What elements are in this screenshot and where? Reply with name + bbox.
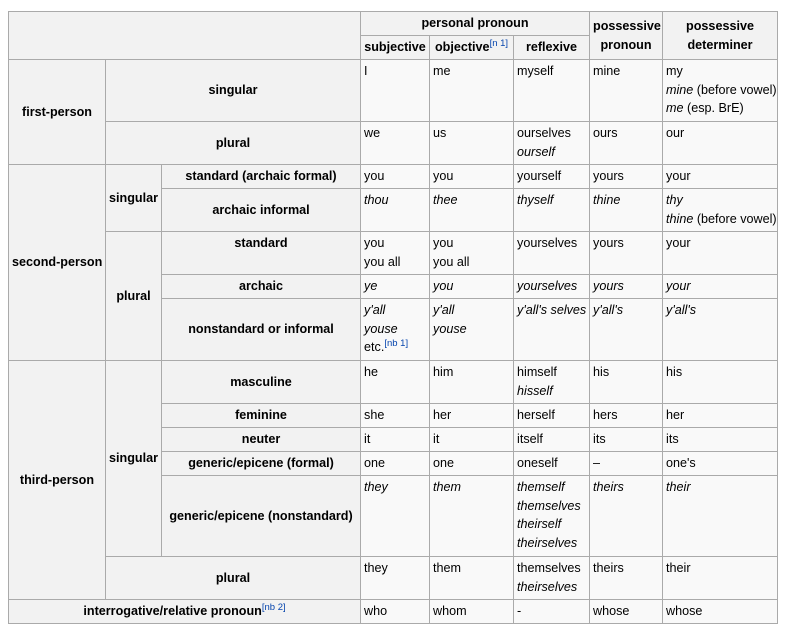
third-gn-subjective: they [361, 476, 430, 557]
third-gf-subjective: one [361, 452, 430, 476]
third-gn-reflexive [514, 476, 590, 557]
refl-hisself: hisself [517, 383, 553, 398]
first-singular-subjective: I [361, 60, 430, 122]
second-ps-subjective [361, 232, 430, 275]
interrog-reflexive: - [514, 600, 590, 624]
header-possessive-pronoun: possessive pronoun [590, 12, 663, 60]
row-second-plural-nonstandard: nonstandard or informal [162, 299, 361, 361]
first-plural-possessive: ours [590, 122, 663, 165]
second-ai-objective: thee [430, 189, 514, 232]
header-reflexive: reflexive [514, 36, 590, 60]
subj-yall: y'all [364, 303, 386, 317]
second-ps-objective [430, 232, 514, 275]
second-ps-determiner: your [663, 232, 778, 275]
row-third-generic-formal: generic/epicene (formal) [162, 452, 361, 476]
obj-yall: y'all [433, 303, 455, 317]
third-p-determiner: their [663, 557, 778, 600]
second-pa-subjective: ye [361, 275, 430, 299]
second-pn-determiner: y'all's [663, 299, 778, 361]
obj-you-all: you all [433, 254, 470, 269]
second-saf-subjective: you [361, 165, 430, 189]
third-m-reflexive [514, 361, 590, 404]
second-saf-reflexive: yourself [514, 165, 590, 189]
row-second-singular-label: singular [106, 165, 162, 232]
first-singular-reflexive: myself [514, 60, 590, 122]
header-personal-pronoun: personal pronoun [361, 12, 590, 36]
third-n-subjective: it [361, 428, 430, 452]
third-m-subjective: he [361, 361, 430, 404]
third-f-subjective: she [361, 404, 430, 428]
det-mine-line [666, 81, 777, 100]
third-f-possessive: hers [590, 404, 663, 428]
group-first-person: first-person [9, 60, 106, 165]
first-singular-possessive: mine [590, 60, 663, 122]
second-ps-reflexive: yourselves [514, 232, 590, 275]
third-n-reflexive: itself [514, 428, 590, 452]
refl-himself: himself [517, 365, 557, 379]
second-pn-subjective [361, 299, 430, 361]
first-plural-determiner: our [663, 122, 778, 165]
footnote-nb2-link[interactable]: [nb 2] [261, 602, 286, 614]
second-ai-subjective: thou [361, 189, 430, 232]
row-third-masculine: masculine [162, 361, 361, 404]
subj-youse: youse [364, 321, 398, 336]
row-second-standard-archaic-formal: standard (archaic formal) [162, 165, 361, 189]
pronoun-table [8, 11, 778, 624]
second-ai-possessive: thine [590, 189, 663, 232]
det-thine: thine [666, 211, 694, 226]
third-n-determiner: its [663, 428, 778, 452]
refl-ourself: ourself [517, 144, 555, 159]
third-gf-possessive: – [590, 452, 663, 476]
det-thy: thy [666, 193, 683, 207]
third-gf-reflexive: oneself [514, 452, 590, 476]
second-pn-reflexive: y'all's selves [514, 299, 590, 361]
obj-youse: youse [433, 321, 467, 336]
third-n-possessive: its [590, 428, 663, 452]
row-second-plural-label: plural [106, 232, 162, 361]
row-second-plural-archaic: archaic [162, 275, 361, 299]
footnote-nb1-link[interactable]: [nb 1] [384, 337, 409, 349]
third-f-determiner: her [663, 404, 778, 428]
third-gn-determiner: their [663, 476, 778, 557]
second-pn-objective [430, 299, 514, 361]
third-gn-objective: them [430, 476, 514, 557]
second-saf-objective: you [430, 165, 514, 189]
third-gf-objective: one [430, 452, 514, 476]
first-plural-reflexive [514, 122, 590, 165]
header-possessive-determiner: possessive determiner [663, 12, 778, 60]
third-m-objective: him [430, 361, 514, 404]
subj-etc-line [364, 338, 426, 357]
det-my: my [666, 64, 683, 78]
row-first-plural-label: plural [106, 122, 361, 165]
first-singular-determiner [663, 60, 778, 122]
interrog-objective: whom [430, 600, 514, 624]
interrog-determiner: whose [663, 600, 778, 624]
third-p-possessive: theirs [590, 557, 663, 600]
corner-header [9, 12, 361, 60]
det-me-note: (esp. BrE) [683, 101, 744, 115]
row-third-singular-label: singular [106, 361, 162, 557]
subj-you-all: you all [364, 254, 401, 269]
row-third-generic-nonstandard: generic/epicene (nonstandard) [162, 476, 361, 557]
header-objective-label: objective [434, 40, 490, 55]
interrogative-label: interrogative/relative pronoun [83, 604, 262, 619]
det-me-line [666, 99, 774, 118]
second-pa-objective: you [430, 275, 514, 299]
third-f-reflexive: herself [514, 404, 590, 428]
header-subjective: subjective [361, 36, 430, 60]
first-plural-objective: us [430, 122, 514, 165]
second-ai-determiner [663, 189, 778, 232]
det-thine-line [666, 210, 777, 229]
third-gf-determiner: one's [663, 452, 778, 476]
second-saf-possessive: yours [590, 165, 663, 189]
third-m-possessive: his [590, 361, 663, 404]
refl-p-themselves: themselves [517, 561, 581, 575]
second-pa-possessive: yours [590, 275, 663, 299]
third-f-objective: her [430, 404, 514, 428]
refl-theirselves: theirselves [517, 535, 578, 550]
group-second-person: second-person [9, 165, 106, 361]
det-mine: mine [666, 82, 694, 97]
footnote-n1-link[interactable]: [n 1] [489, 38, 509, 50]
row-interrogative [9, 600, 361, 624]
second-ps-possessive: yours [590, 232, 663, 275]
second-pa-reflexive: yourselves [514, 275, 590, 299]
third-p-objective: them [430, 557, 514, 600]
third-n-objective: it [430, 428, 514, 452]
det-me: me [666, 101, 684, 115]
row-third-feminine: feminine [162, 404, 361, 428]
third-p-subjective: they [361, 557, 430, 600]
first-singular-objective: me [430, 60, 514, 122]
obj-you: you [433, 236, 454, 250]
refl-ourselves: ourselves [517, 126, 571, 140]
det-mine-note: (before vowel) [693, 82, 777, 97]
row-second-archaic-informal: archaic informal [162, 189, 361, 232]
row-third-plural-label: plural [106, 557, 361, 600]
interrog-possessive: whose [590, 600, 663, 624]
footnote-nb1-ref[interactable] [384, 338, 408, 349]
refl-p-theirselves: theirselves [517, 579, 578, 594]
subj-etc: etc. [364, 340, 385, 354]
third-gn-possessive: theirs [590, 476, 663, 557]
row-third-neuter: neuter [162, 428, 361, 452]
second-pa-determiner: your [663, 275, 778, 299]
refl-themselves: themselves [517, 498, 581, 513]
row-second-plural-standard: standard [162, 232, 361, 275]
third-p-reflexive [514, 557, 590, 600]
second-saf-determiner: your [663, 165, 778, 189]
row-first-singular-label: singular [106, 60, 361, 122]
subj-you: you [364, 236, 385, 250]
det-thine-note: (before vowel) [693, 211, 777, 226]
footnote-n1-ref[interactable] [490, 38, 509, 49]
second-pn-possessive: y'all's [590, 299, 663, 361]
header-objective [430, 36, 514, 60]
footnote-nb2-ref[interactable] [262, 602, 286, 613]
second-ai-reflexive: thyself [514, 189, 590, 232]
group-third-person: third-person [9, 361, 106, 600]
refl-themself: themself [517, 480, 565, 494]
refl-theirself: theirself [517, 517, 562, 531]
first-plural-subjective: we [361, 122, 430, 165]
interrog-subjective: who [361, 600, 430, 624]
third-m-determiner: his [663, 361, 778, 404]
